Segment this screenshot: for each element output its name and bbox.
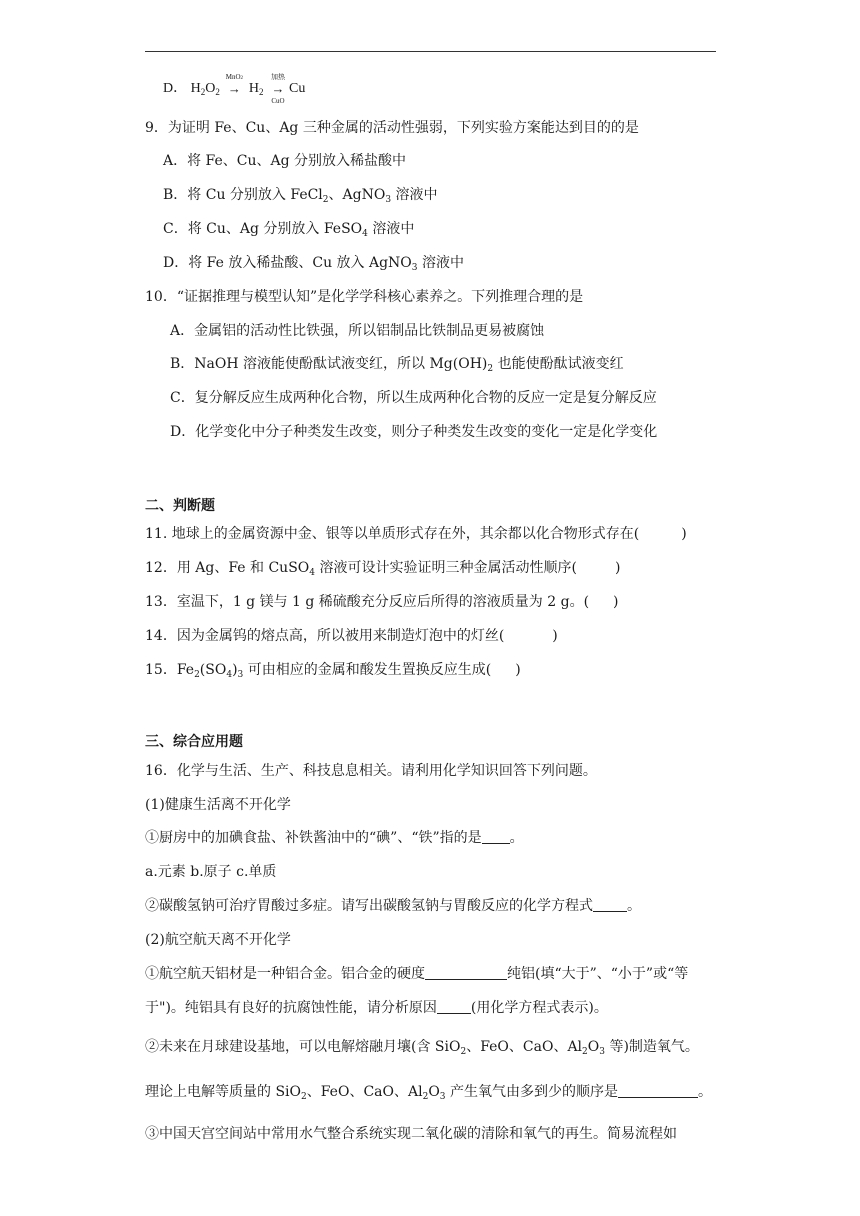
- arrow-right-icon: →: [271, 81, 285, 96]
- q11: 11. 地球上的金属资源中金、银等以单质形式存在外，其余都以化合物形式存在( ): [145, 526, 687, 542]
- reaction-arrow-1: MnO2 →: [225, 73, 244, 96]
- q10-option-a: A．金属铝的活动性比铁强，所以铝制品比铁制品更易被腐蚀: [170, 323, 545, 339]
- q16-part2-q1: ①航空航天铝材是一种铝合金。铝合金的硬度 纯铝(填“大于”、“小于”或“等: [145, 966, 689, 982]
- q16-stem: 16．化学与生活、生产、科技息息相关。请利用化学知识回答下列问题。: [145, 763, 597, 779]
- reaction-arrow-2: 加热 → CuO: [271, 73, 285, 105]
- q16-part2-q4: ③中国天宫空间站中常用水气整合系统实现二氧化碳的清除和氧气的再生。简易流程如: [145, 1126, 677, 1142]
- q8-option-d: D． $H_2O_2$ MnO2 → $H_2$ 加热 → CuO Cu: [163, 73, 306, 105]
- q16-part2-q1-cont: 于")。纯铝具有良好的抗腐蚀性能，请分析原因 (用化学方程式表示)。: [145, 1000, 608, 1016]
- q16-part2-heading: (2)航空航天离不开化学: [145, 932, 291, 948]
- q9-option-c: C．将 Cu、Ag 分别放入 FeSO$_4$ 溶液中: [163, 221, 415, 239]
- q16-part1-q2: ②碳酸氢钠可治疗胃酸过多症。请写出碳酸氢钠与胃酸反应的化学方程式 。: [145, 898, 641, 914]
- answer-blank[interactable]: [618, 1083, 698, 1098]
- q16-part2-q2: ②未来在月球建设基地，可以电解熔融月壤(含 SiO$_2$、FeO、CaO、$Al_2O_3$ 等)制造氧气。: [145, 1039, 699, 1057]
- q16-part2-q3: 理论上电解等质量的 SiO$_2$、FeO、CaO、$Al_2O_3$ 产生氧气由多到少的顺序是 。: [145, 1084, 712, 1102]
- q9-option-b: B．将 Cu 分别放入 FeCl$_2$、AgNO$_3$ 溶液中: [163, 187, 438, 205]
- section2-title: 二、判断题: [145, 498, 215, 514]
- q9-stem: 9．为证明 Fe、Cu、Ag 三种金属的活动性强弱，下列实验方案能达到目的的是: [145, 120, 639, 136]
- q9-option-a: A．将 Fe、Cu、Ag 分别放入稀盐酸中: [163, 153, 407, 169]
- q16-part1-q1: ①厨房中的加碘食盐、补铁酱油中的“碘”、“铁”指的是 。: [145, 830, 524, 846]
- q16-part1-options: a.元素 b.原子 c.单质: [145, 864, 277, 880]
- q14: 14．因为金属钨的熔点高，所以被用来制造灯泡中的灯丝( ): [145, 628, 558, 644]
- answer-blank[interactable]: [593, 897, 627, 912]
- answer-blank[interactable]: [482, 829, 510, 844]
- header-rule: [145, 51, 716, 52]
- q12: 12．用 Ag、Fe 和 CuSO$_4$ 溶液可设计实验证明三种金属活动性顺序( ): [145, 560, 621, 578]
- q15: 15．$Fe_2(SO_4)_3$ 可由相应的金属和酸发生置换反应生成( ): [145, 662, 521, 680]
- q10-stem: 10．“证据推理与模型认知”是化学学科核心素养之。下列推理合理的是: [145, 289, 584, 305]
- answer-blank[interactable]: [437, 999, 471, 1014]
- q16-part1-heading: (1)健康生活离不开化学: [145, 797, 291, 813]
- q10-option-b: B．NaOH 溶液能使酚酞试液变红，所以 $Mg(OH)_2$ 也能使酚酞试液变红: [170, 356, 624, 374]
- section3-title: 三、综合应用题: [145, 734, 243, 750]
- q9-option-d: D．将 Fe 放入稀盐酸、Cu 放入 AgNO$_3$ 溶液中: [163, 255, 464, 273]
- q10-option-d: D．化学变化中分子种类发生改变，则分子种类发生改变的变化一定是化学变化: [170, 424, 658, 440]
- q13: 13．室温下，1 g 镁与 1 g 稀硫酸充分反应后所得的溶液质量为 2 g。( ): [145, 594, 619, 610]
- q10-option-c: C．复分解反应生成两种化合物，所以生成两种化合物的反应一定是复分解反应: [170, 390, 657, 406]
- answer-blank[interactable]: [425, 965, 507, 980]
- arrow-right-icon: →: [227, 81, 241, 96]
